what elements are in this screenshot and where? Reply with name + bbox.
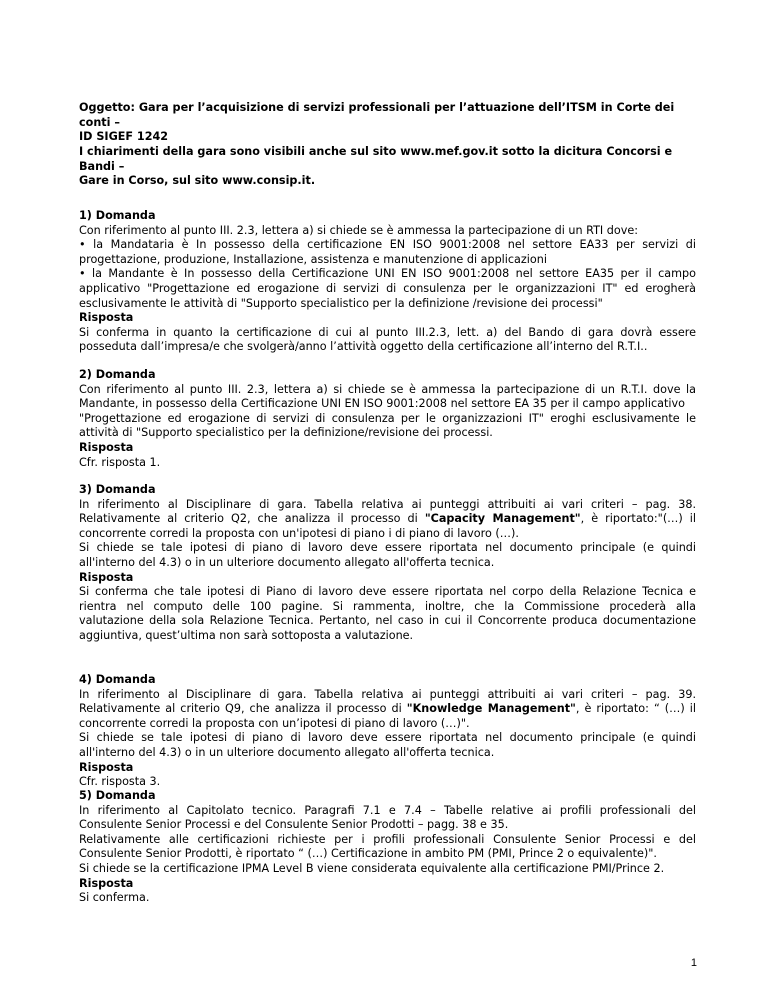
question-title: 1) Domanda — [79, 209, 156, 222]
question-line: esclusivamente le attività di "Supporto specialistico per la definizione /revisione dei processi" — [79, 296, 603, 310]
question-line: Mandante, in possesso della Certificazione UNI EN ISO 9001:2008 nel settore EA 35 per il campo applicativo — [79, 397, 685, 411]
answer-line: aggiuntiva, quest’ultima non sarà sottoposta a valutazione. — [79, 628, 414, 642]
subject-line: ID SIGEF 1242 — [79, 130, 169, 144]
question-line: Si chiede se la certificazione IPMA Level B viene considerata equivalente alla certificazione PMI/Prince 2. — [79, 861, 665, 875]
page-number: 1 — [690, 957, 697, 969]
answer-label: Risposta — [79, 311, 134, 325]
question-line: Relativamente al criterio Q9, che analizza il processo di "Knowledge Management", è riportato: “ (…) il — [79, 702, 696, 716]
question-line: Consulente Senior Processi e del Consulente Senior Prodotti – pagg. 38 e 35. — [79, 818, 509, 832]
question-line: concorrente corredi la proposta con un'ipotesi di piano i di piano di lavoro (…). — [79, 526, 519, 540]
qa-item-1 — [79, 209, 696, 355]
qa-item-2 — [79, 368, 696, 470]
question-line: Con riferimento al punto III. 2.3, lettera a) si chiede se è ammessa la partecipazione di un RTI dove: — [79, 223, 639, 237]
answer-line: Si conferma in quanto la certificazione di cui al punto III.2.3, lett. a) del Bando di gara dovrà essere — [79, 325, 696, 339]
answer-line: Cfr. risposta 1. — [79, 455, 161, 469]
question-line: applicativo "Progettazione ed erogazione di servizi di consulenza per le organizzazioni IT" ed erogherà — [79, 281, 696, 295]
answer-line: rientra nel computo delle 100 pagine. Si rammenta, inoltre, che la Commissione procederà alla — [79, 599, 696, 613]
question-line: Si chiede se tale ipotesi di piano di lavoro deve essere riportata nel documento principale (e quindi — [79, 731, 696, 745]
question-line: • la Mandataria è In possesso della certificazione EN ISO 9001:2008 nel settore EA33 per servizi di — [79, 238, 696, 252]
question-line: Consulente Senior Prodotti, è riportato “ (…) Certificazione in ambito PM (PMI, Prince 2 o equivalente)". — [79, 847, 657, 861]
answer-line: Si conferma. — [79, 891, 150, 905]
answer-label: Risposta — [79, 760, 134, 774]
answer-line: posseduta dall’impresa/e che svolgerà/anno l’attività oggetto della certificazione all’interno del R.T.I.. — [79, 340, 648, 354]
bold-phrase: "Capacity Management" — [424, 512, 581, 526]
subject-heading — [79, 101, 696, 145]
question-title: 2) Domanda — [79, 368, 156, 381]
answer-label: Risposta — [79, 570, 134, 584]
question-line: all'interno del 4.3) o in un ulteriore documento allegato all'offerta tecnica. — [79, 745, 495, 759]
question-title: 5) Domanda — [79, 789, 156, 802]
qa-item-4 — [79, 673, 696, 790]
question-line: "Progettazione ed erogazione di servizi di consulenza per le organizzazioni IT" eroghi esclusivamente le — [79, 411, 696, 425]
question-line: all'interno del 4.3) o in un ulteriore documento allegato all'offerta tecnica. — [79, 555, 495, 569]
question-line: Relativamente alle certificazioni richieste per i profili professionali Consulente Senior Processi e del — [79, 832, 696, 846]
question-line: Con riferimento al punto III. 2.3, lettera a) si chiede se è ammessa la partecipazione di un R.T.I. dove la — [79, 382, 696, 396]
answer-label: Risposta — [79, 876, 134, 890]
subject-line: Oggetto: Gara per l’acquisizione di servizi professionali per l’attuazione dell’ITSM in Corte dei conti – — [79, 101, 675, 129]
question-line: concorrente corredi la proposta con un’ipotesi di piano di lavoro (…)". — [79, 716, 470, 730]
bold-phrase: "Knowledge Management" — [406, 702, 576, 716]
clarifications-line: Gare in Corso, sul sito www.consip.it. — [79, 174, 316, 188]
question-line: attività di "Supporto specialistico per la definizione/revisione dei processi. — [79, 426, 493, 440]
question-line: Si chiede se tale ipotesi di piano di lavoro deve essere riportata nel documento principale (e quindi — [79, 541, 696, 555]
clarifications-note — [79, 145, 696, 189]
question-line: In riferimento al Capitolato tecnico. Paragrafi 7.1 e 7.4 – Tabelle relative ai profili professionali del — [79, 803, 696, 817]
question-title: 4) Domanda — [79, 673, 156, 686]
answer-line: Si conferma che tale ipotesi di Piano di lavoro deve essere riportata nel corpo della Relazione Tecnica e — [79, 585, 696, 599]
question-line: progettazione, produzione, Installazione, assistenza e manutenzione di applicazioni — [79, 252, 547, 266]
answer-label: Risposta — [79, 440, 134, 454]
question-title: 3) Domanda — [79, 483, 156, 496]
question-line: Relativamente al criterio Q2, che analizza il processo di "Capacity Management", è riportato:"(…) il — [79, 512, 697, 526]
question-line: In riferimento al Disciplinare di gara. Tabella relativa ai punteggi attribuiti ai vari criteri – pag. 39. — [79, 687, 696, 701]
question-line: • la Mandante è In possesso della Certificazione UNI EN ISO 9001:2008 nel settore EA35 per il campo — [79, 267, 696, 281]
qa-item-3 — [79, 483, 696, 644]
question-line: In riferimento al Disciplinare di gara. Tabella relativa ai punteggi attribuiti ai vari criteri – pag. 38. — [79, 497, 696, 511]
clarifications-line: I chiarimenti della gara sono visibili anche sul sito www.mef.gov.it sotto la dicitura Concorsi e Bandi – — [79, 145, 673, 173]
answer-line: valutazione della sola Relazione Tecnica. Pertanto, nel caso in cui il Concorrente produca documentazione — [79, 614, 696, 628]
qa-item-5 — [79, 789, 696, 906]
answer-line: Cfr. risposta 3. — [79, 775, 161, 789]
